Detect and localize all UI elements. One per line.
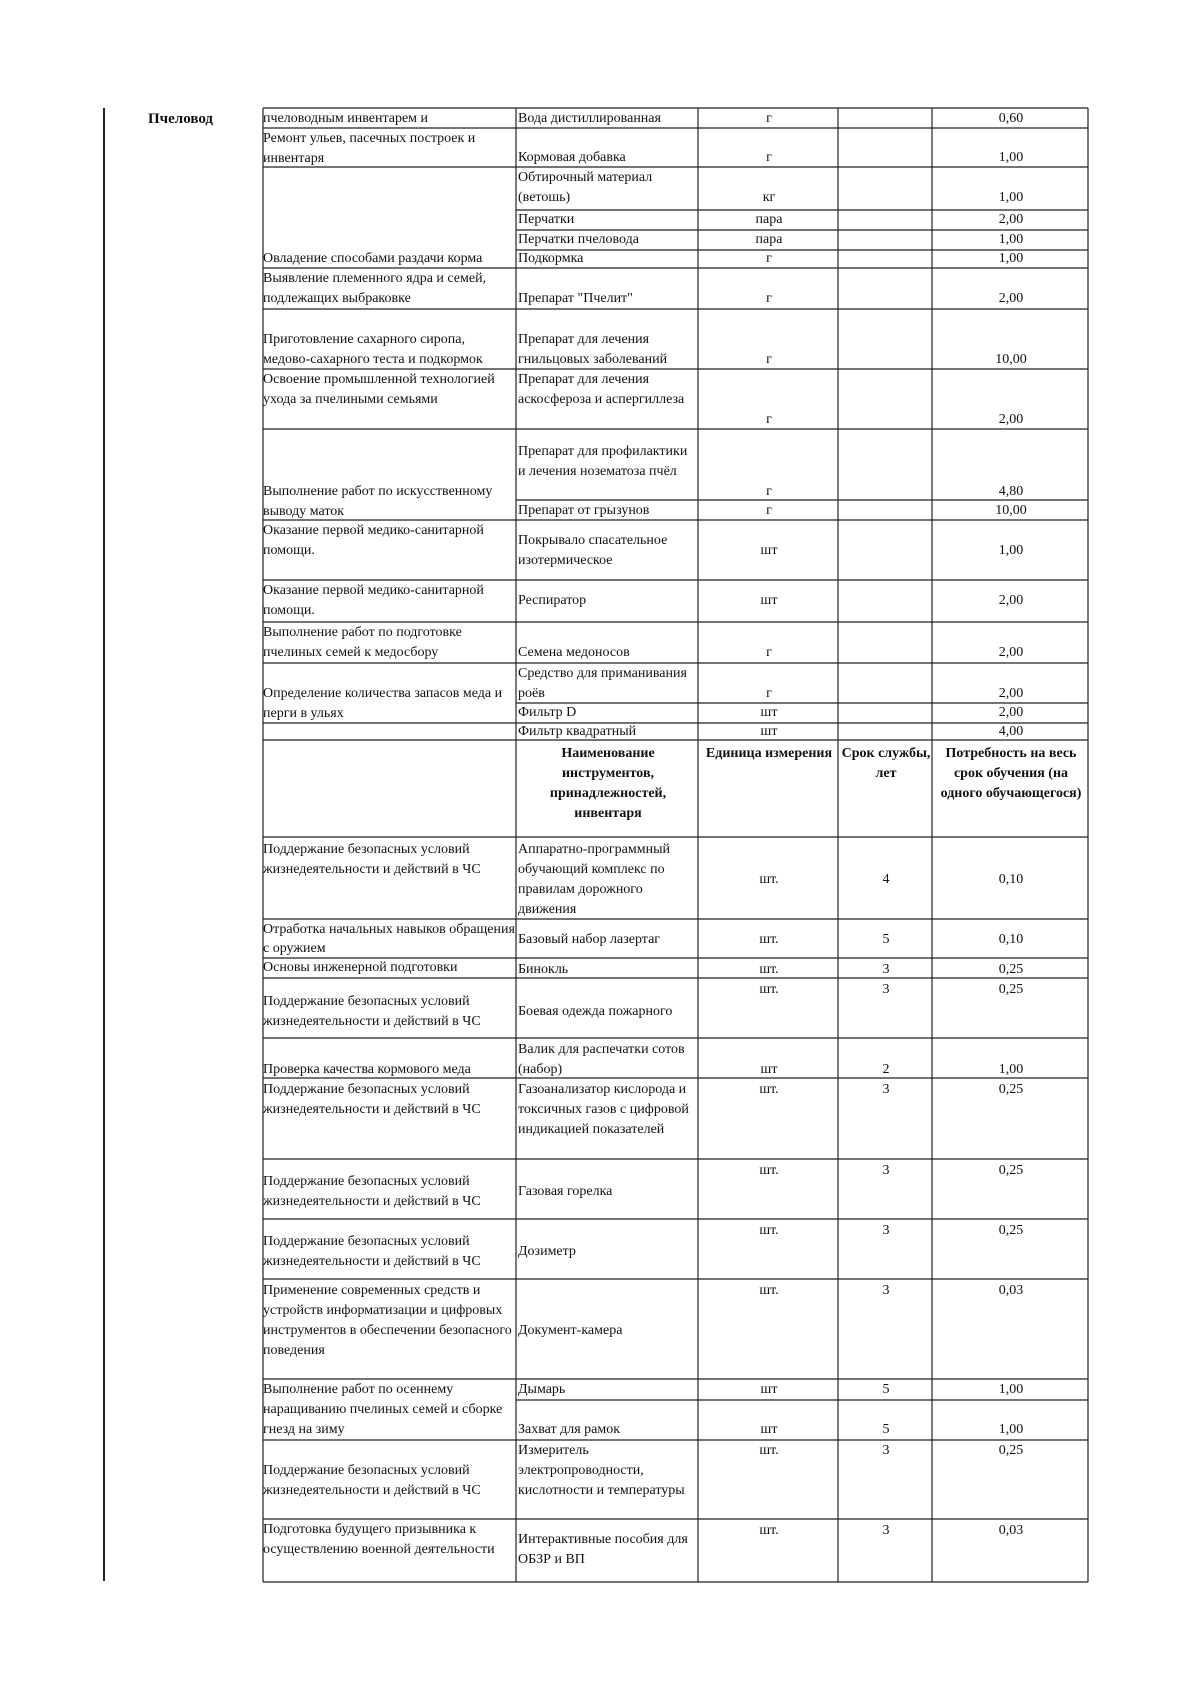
materials-name-14: Средство для приманивания роёв	[518, 666, 687, 701]
materials-need-2: 1,00	[998, 190, 1024, 205]
profession-title: Пчеловод	[148, 111, 213, 127]
tools-need-12: 0,03	[998, 1523, 1024, 1538]
tools-topic-0: Поддержание безопасных условий жизнедеятельности и действий в ЧС	[263, 842, 481, 877]
tools-topic-9: Выполнение работ по осеннему наращиванию пчелиных семей и сборке гнезд на зиму	[263, 1382, 503, 1437]
tools-name-3: Боевая одежда пожарного	[518, 1004, 673, 1019]
materials-unit-15: шт	[760, 705, 778, 720]
tools-topic-3: Поддержание безопасных условий жизнедеятельности и действий в ЧС	[263, 994, 481, 1029]
tools-life-3: 3	[882, 982, 890, 997]
tools-name-6: Газовая горелка	[518, 1184, 613, 1199]
tools-life-6: 3	[882, 1163, 890, 1178]
tools-topic-11: Поддержание безопасных условий жизнедеятельности и действий в ЧС	[263, 1463, 481, 1498]
materials-topic-8: Освоение промышленной технологией ухода за пчелиными семьями	[263, 372, 495, 407]
materials-need-8: 2,00	[998, 412, 1024, 427]
tools-name-7: Дозиметр	[518, 1244, 576, 1259]
materials-unit-5: г	[766, 251, 772, 266]
tools-unit-8: шт.	[759, 1283, 779, 1298]
materials-name-8: Препарат для лечения аскосфероза и аспергиллеза	[518, 372, 685, 407]
tools-need-0: 0,10	[998, 872, 1024, 887]
header-life: Срок службы, лет	[841, 746, 931, 781]
materials-unit-12: шт	[760, 593, 778, 608]
materials-unit-14: г	[766, 686, 772, 701]
tools-unit-0: шт.	[759, 872, 779, 887]
materials-name-0: Вода дистиллированная	[518, 111, 661, 126]
tools-unit-5: шт.	[759, 1082, 779, 1097]
tools-life-12: 3	[882, 1523, 890, 1538]
materials-unit-16: шт	[760, 724, 778, 739]
materials-name-12: Респиратор	[518, 593, 587, 608]
materials-name-3: Перчатки	[518, 212, 575, 227]
tools-need-3: 0,25	[998, 982, 1024, 997]
materials-name-11: Покрывало спасательное изотермическое	[518, 533, 668, 568]
materials-unit-7: г	[766, 352, 772, 367]
materials-need-12: 2,00	[998, 593, 1024, 608]
tools-need-9: 1,00	[998, 1382, 1024, 1397]
materials-unit-2: кг	[762, 190, 776, 205]
materials-name-5: Подкормка	[518, 251, 584, 266]
tools-need-10: 1,00	[998, 1422, 1024, 1437]
tools-life-4: 2	[882, 1062, 890, 1077]
materials-unit-6: г	[766, 291, 772, 306]
materials-need-1: 1,00	[998, 150, 1024, 165]
tools-name-4: Валик для распечатки сотов (набор)	[518, 1042, 685, 1077]
materials-topic-14: Определение количества запасов меда и перги в ульях	[263, 686, 503, 721]
materials-need-6: 2,00	[998, 291, 1024, 306]
materials-unit-3: пара	[755, 212, 783, 227]
left-margin-line	[103, 108, 105, 1581]
tools-life-8: 3	[882, 1283, 890, 1298]
materials-name-9: Препарат для профилактики и лечения нозематоза пчёл	[518, 444, 688, 479]
tools-life-0: 4	[882, 872, 890, 887]
tools-life-5: 3	[882, 1082, 890, 1097]
tools-name-10: Захват для рамок	[518, 1422, 621, 1437]
tools-need-4: 1,00	[998, 1062, 1024, 1077]
materials-name-4: Перчатки пчеловода	[518, 232, 639, 247]
header-name: Наименование инструментов, принадлежностей, инвентаря	[549, 746, 667, 821]
materials-need-4: 1,00	[998, 232, 1024, 247]
materials-name-10: Препарат от грызунов	[518, 503, 650, 518]
materials-topic-13: Выполнение работ по подготовке пчелиных семей к медосбору	[263, 625, 462, 660]
materials-topic-7: Приготовление сахарного сиропа, медово-сахарного теста и подкормок	[263, 332, 483, 367]
tools-life-9: 5	[882, 1382, 890, 1397]
materials-unit-8: г	[766, 412, 772, 427]
materials-need-7: 10,00	[995, 352, 1027, 367]
tools-need-5: 0,25	[998, 1082, 1024, 1097]
tools-unit-12: шт.	[759, 1523, 779, 1538]
materials-name-7: Препарат для лечения гнильцовых заболеваний	[518, 332, 668, 367]
materials-topic-0: пчеловодным инвентарем и	[263, 111, 429, 126]
tools-unit-9: шт	[760, 1382, 778, 1397]
materials-name-1: Кормовая добавка	[518, 150, 626, 165]
tools-name-11: Измеритель электропроводности, кислотности и температуры	[518, 1443, 685, 1498]
materials-need-9: 4,80	[998, 484, 1024, 499]
materials-name-2: Обтирочный материал (ветошь)	[518, 170, 653, 205]
tools-need-7: 0,25	[998, 1223, 1024, 1238]
tools-topic-8: Применение современных средств и устройств информатизации и цифровых инструментов в обеспечении безопасного поведения	[263, 1283, 512, 1358]
materials-unit-13: г	[766, 645, 772, 660]
tools-need-2: 0,25	[998, 962, 1024, 977]
materials-need-11: 1,00	[998, 543, 1024, 558]
tools-name-12: Интерактивные пособия для ОБЗР и ВП	[518, 1532, 688, 1567]
tools-unit-10: шт	[760, 1422, 778, 1437]
materials-need-16: 4,00	[998, 724, 1024, 739]
tools-need-11: 0,25	[998, 1443, 1024, 1458]
tools-topic-5: Поддержание безопасных условий жизнедеятельности и действий в ЧС	[263, 1082, 481, 1117]
tools-name-5: Газоанализатор кислорода и токсичных газов с цифровой индикацией показателей	[518, 1082, 689, 1137]
materials-need-15: 2,00	[998, 705, 1024, 720]
tools-topic-2: Основы инженерной подготовки	[263, 960, 458, 975]
materials-need-5: 1,00	[998, 251, 1024, 266]
tools-need-1: 0,10	[998, 932, 1024, 947]
materials-need-0: 0,60	[998, 111, 1024, 126]
tools-name-1: Базовый набор лазертаг	[518, 932, 661, 947]
tools-life-7: 3	[882, 1223, 890, 1238]
materials-topic-9: Выполнение работ по искусственному выводу маток	[263, 484, 493, 519]
header-unit: Единица измерения	[705, 746, 833, 761]
materials-need-10: 10,00	[995, 503, 1027, 518]
materials-need-14: 2,00	[998, 686, 1024, 701]
tools-unit-6: шт.	[759, 1163, 779, 1178]
tools-unit-11: шт.	[759, 1443, 779, 1458]
materials-topic-6: Выявление племенного ядра и семей, подлежащих выбраковке	[263, 271, 487, 306]
tools-unit-4: шт	[760, 1062, 778, 1077]
tools-name-0: Аппаратно-программный обучающий комплекс по правилам дорожного движения	[518, 842, 670, 917]
tools-life-10: 5	[882, 1422, 890, 1437]
materials-need-3: 2,00	[998, 212, 1024, 227]
tools-topic-1: Отработка начальных навыков обращения с оружием	[263, 922, 515, 956]
tools-life-2: 3	[882, 962, 890, 977]
tools-topic-7: Поддержание безопасных условий жизнедеятельности и действий в ЧС	[263, 1234, 481, 1269]
materials-topic-12: Оказание первой медико-санитарной помощи.	[263, 583, 484, 618]
tools-topic-4: Проверка качества кормового меда	[263, 1062, 471, 1077]
materials-unit-1: г	[766, 150, 772, 165]
materials-unit-9: г	[766, 484, 772, 499]
tools-unit-1: шт.	[759, 932, 779, 947]
tools-name-9: Дымарь	[518, 1382, 566, 1397]
materials-unit-10: г	[766, 503, 772, 518]
tools-unit-3: шт.	[759, 982, 779, 997]
materials-topic-5: Овладение способами раздачи корма	[263, 251, 483, 266]
materials-name-13: Семена медоносов	[518, 645, 630, 660]
header-need: Потребность на весь срок обучения (на одного обучающегося)	[940, 746, 1082, 801]
tools-topic-12: Подготовка будущего призывника к осуществлению военной деятельности	[263, 1522, 495, 1557]
tools-name-8: Документ-камера	[518, 1323, 623, 1338]
materials-topic-11: Оказание первой медико-санитарной помощи.	[263, 523, 484, 558]
tools-unit-2: шт.	[759, 962, 779, 977]
materials-topic-1: Ремонт ульев, пасечных построек и инвентаря	[263, 131, 476, 166]
materials-name-6: Препарат "Пчелит"	[518, 291, 633, 306]
tools-unit-7: шт.	[759, 1223, 779, 1238]
tools-life-1: 5	[882, 932, 890, 947]
materials-unit-4: пара	[755, 232, 783, 247]
materials-unit-11: шт	[760, 543, 778, 558]
materials-need-13: 2,00	[998, 645, 1024, 660]
materials-name-16: Фильтр квадратный	[518, 724, 637, 739]
tools-life-11: 3	[882, 1443, 890, 1458]
tools-need-8: 0,03	[998, 1283, 1024, 1298]
tools-topic-6: Поддержание безопасных условий жизнедеятельности и действий в ЧС	[263, 1174, 481, 1209]
tools-name-2: Бинокль	[518, 962, 569, 977]
materials-name-15: Фильтр D	[518, 705, 577, 720]
tools-need-6: 0,25	[998, 1163, 1024, 1178]
materials-unit-0: г	[766, 111, 772, 126]
